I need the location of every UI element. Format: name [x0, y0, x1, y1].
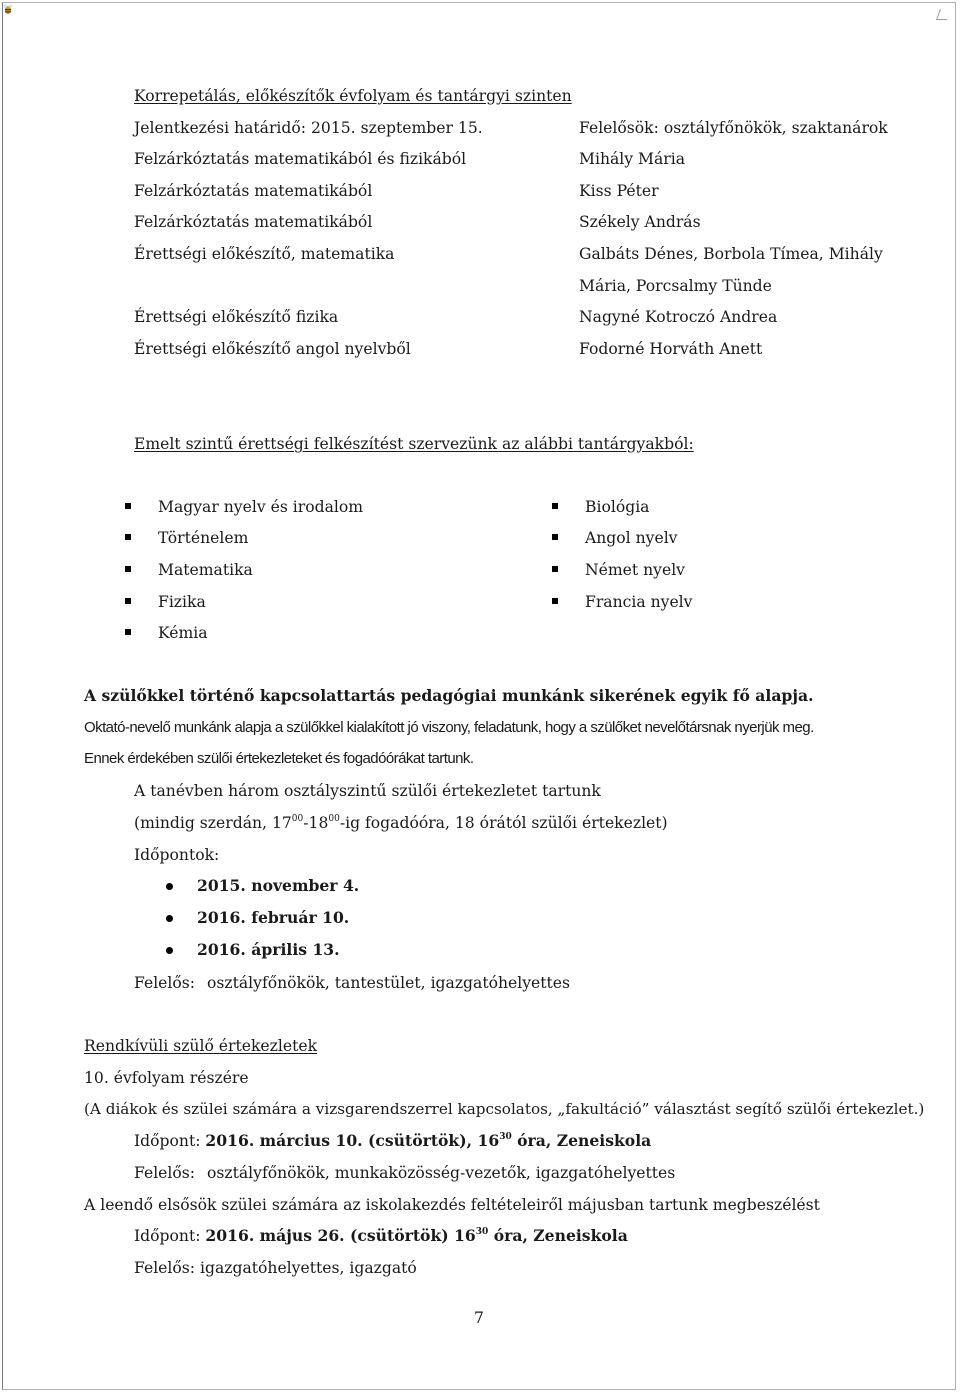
date-item: 2016. február 10. — [197, 908, 350, 927]
subject-item: Történelem — [158, 529, 249, 547]
course-item: Érettségi előkészítő fizika — [134, 308, 339, 326]
course-item: Felzárkóztatás matematikából — [134, 213, 373, 231]
square-bullet-icon — [125, 629, 131, 635]
paragraph-text: Oktató-nevelő munkánk alapja a szülőkkel kialakított jó viszony, feladatunk, hogy a szülőket nevelőtársnak nyerjük meg. — [84, 719, 814, 736]
subject-item: Kémia — [158, 624, 208, 642]
date-item: 2015. november 4. — [197, 876, 360, 895]
square-bullet-icon — [125, 534, 131, 540]
course-item: Felzárkóztatás matematikából és fizikából — [134, 150, 467, 168]
subject-item: Német nyelv — [585, 561, 685, 579]
schedule-text: (mindig szerdán, $17^{00}-18^{00}-ig$ fogadóóra, 18 órától szülői értekezlet) — [134, 814, 668, 832]
square-bullet-icon — [125, 503, 131, 509]
section4-heading: Rendkívüli szülő értekezletek — [84, 1037, 318, 1055]
teacher-item: Kiss Péter — [579, 182, 659, 200]
responsible-value: osztályfőnökök, tantestület, igazgatóhelyettes — [207, 974, 571, 992]
dates-label: Időpontok: — [134, 846, 220, 864]
responsible-label: Felelős: — [134, 1164, 196, 1182]
teacher-item: Nagyné Kotroczó Andrea — [579, 308, 778, 326]
responsible-line: Felelős: igazgatóhelyettes, igazgató — [134, 1259, 417, 1277]
teacher-item: Galbáts Dénes, Borbola Tímea, Mihály — [579, 245, 883, 263]
subject-item: Matematika — [158, 561, 253, 579]
teacher-item: Mihály Mária — [579, 150, 686, 168]
round-bullet-icon — [166, 947, 173, 954]
round-bullet-icon — [166, 883, 173, 890]
square-bullet-icon — [552, 503, 558, 509]
page-number: 7 — [474, 1309, 484, 1327]
time-line-1: Időpont: 2016. március 10. (csütörtök), $16^{30}$ óra, Zeneiskola — [134, 1131, 652, 1150]
date-item: 2016. április 13. — [197, 940, 340, 959]
future-meeting-text: A leendő elsősök szülei számára az iskolakezdés feltételeiről májusban tartunk megbeszélést — [84, 1196, 820, 1214]
responsible-header: Felelősök: osztályfőnökök, szaktanárok — [579, 119, 888, 137]
subject-item: Angol nyelv — [585, 529, 678, 547]
teacher-item: Székely András — [579, 213, 701, 231]
teacher-item-continued: Mária, Porcsalmy Tünde — [579, 277, 772, 295]
square-bullet-icon — [125, 566, 131, 572]
square-bullet-icon — [552, 598, 558, 604]
square-bullet-icon — [552, 534, 558, 540]
responsible-label: Felelős: — [134, 974, 196, 992]
grade-text: 10. évfolyam részére — [84, 1069, 249, 1087]
square-bullet-icon — [125, 598, 131, 604]
subject-item: Francia nyelv — [585, 593, 693, 611]
responsible-value: osztályfőnökök, munkaközösség-vezetők, igazgatóhelyettes — [207, 1164, 676, 1182]
time-line-2: Időpont: 2016. május 26. (csütörtök) $16^{30}$ óra, Zeneiskola — [134, 1226, 628, 1245]
course-item: Érettségi előkészítő angol nyelvből — [134, 340, 411, 358]
paragraph-text: Ennek érdekében szülői értekezleteket és fogadóórákat tartunk. — [84, 750, 474, 767]
round-bullet-icon — [166, 915, 173, 922]
description-text: (A diákok és szülei számára a vizsgarendszerrel kapcsolatos, „fakultáció” választást segítő szülői értekezlet.) — [84, 1100, 925, 1118]
course-item: Felzárkóztatás matematikából — [134, 182, 373, 200]
course-item: Érettségi előkészítő, matematika — [134, 245, 395, 263]
subject-item: Biológia — [585, 498, 650, 516]
square-bullet-icon — [552, 566, 558, 572]
subject-item: Fizika — [158, 593, 206, 611]
meetings-text: A tanévben három osztályszintű szülői értekezletet tartunk — [134, 782, 601, 800]
subject-item: Magyar nyelv és irodalom — [158, 498, 364, 516]
teacher-item: Fodorné Horváth Anett — [579, 340, 763, 358]
section1-heading: Korrepetálás, előkészítők évfolyam és tantárgyi szinten — [134, 87, 572, 105]
deadline-text: Jelentkezési határidő: 2015. szeptember 15. — [134, 119, 483, 137]
bee-icon — [3, 3, 13, 15]
section2-heading: Emelt szintű érettségi felkészítést szervezünk az alábbi tantárgyakból: — [134, 435, 694, 453]
bold-heading: A szülőkkel történő kapcsolattartás pedagógiai munkánk sikerének egyik fő alapja. — [84, 686, 814, 705]
